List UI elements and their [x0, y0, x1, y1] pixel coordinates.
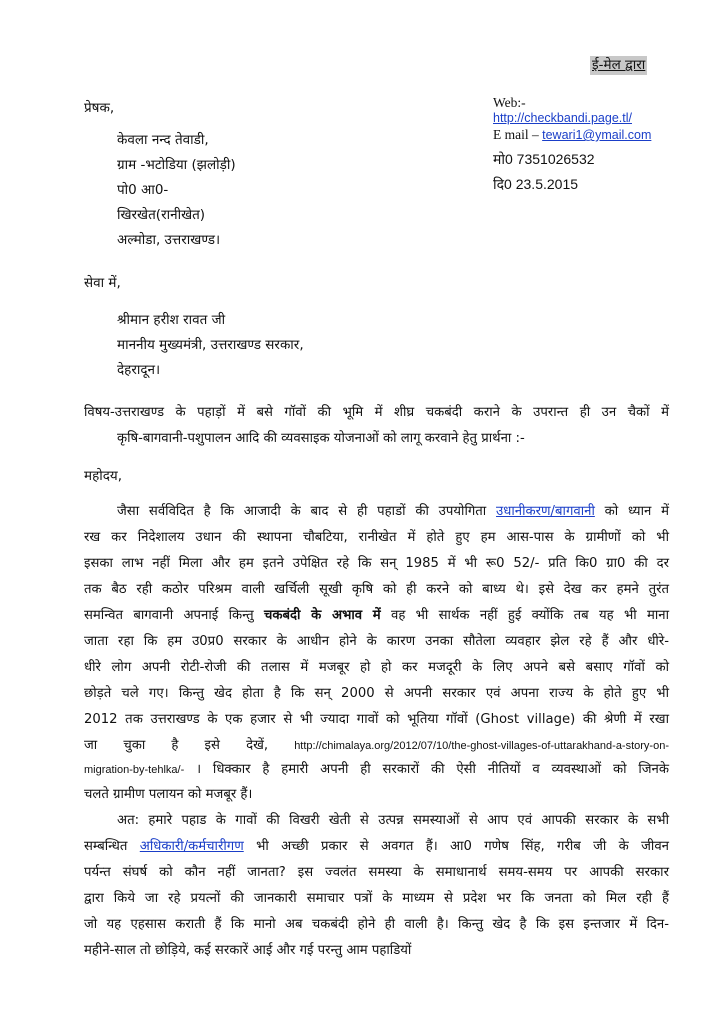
sender-label: प्रेषक,: [84, 100, 115, 116]
para2-line-1: अत: हमारे पहाड के गावों की विखरी खेती से उत्पन्न समस्याओं से आप एवं आपकी सरकार के सभी: [117, 813, 669, 828]
via-email-label: ई-मेल द्वारा: [592, 57, 646, 73]
para1-line-9: 2012 तक उत्तराखण्ड के एक हजार से भी ज्यादा गावों को भूतिया गॉवों (Ghost village) की श्रेणी में रखा: [84, 712, 669, 727]
subject-line-2: कृषि-बागवानी-पशुपालन आदि की व्यवसाइक योजनाओं को लागू करवाने हेतु प्रार्थना :-: [117, 431, 525, 446]
subject-line-1: विषय-उत्तराखण्ड के पहाड़ों में बसे गॉवों की भूमि में शीघ्र चकबंदी कराने के उपरान्त ही उन चैकों में: [84, 405, 669, 420]
para1-line-5: [84, 605, 669, 623]
sender-town: खिरखेत(रानीखेत): [117, 207, 206, 223]
recipient-name: श्रीमान हरीश रावत जी: [117, 312, 226, 328]
para2-line-2-tail: भी अच्छी प्रकार से अवगत हैं। आ0 गणेष सिंह, गरीब जी के जीवन: [243, 839, 669, 854]
salutation: महोदय,: [84, 468, 123, 484]
para1-line-3: इसका लाभ नहीं मिला और हम इतने उपेक्षित रहे कि सन् 1985 में भी रू0 52/- प्रति कि0 ग्रा0 की दर: [84, 556, 669, 571]
para1-line-7: धीरे लोग अपनी रोटी-रोजी की तलास में मजबूर हो हो कर मजदूरी के लिए अपने बसे बसाए गॉवों को: [84, 660, 669, 675]
email-link[interactable]: tewari1@ymail.com: [542, 128, 652, 142]
para1-line-1-text: जैसा सर्वविदित है कि आजादी के बाद से ही पहाडों की उपयोगिता: [117, 504, 497, 519]
sender-district: अल्मोडा, उत्तराखण्ड।: [117, 232, 221, 248]
sender-village: ग्राम -भटोडिया (झलोड़ी): [117, 157, 236, 173]
para1-line-1: [117, 501, 669, 519]
email-label: E mail –: [493, 127, 543, 142]
para1-line-4: तक बैठ रही कठोर परिश्रम वाली खर्चिली सूखी कृषि को ही करने को बाध्य थे। इसे देख कर हमने तुरंत: [84, 582, 669, 597]
horticulture-link[interactable]: उधानीकरण/बागवानी: [496, 504, 595, 519]
para1-line-6: जाता रहा कि हम उ0प्र0 सरकार के आधीन होने के कारण उनका सौतेला व्यवहार झेल रहे हैं और धीरे-: [84, 634, 669, 649]
para1-line-11: [84, 759, 669, 777]
para2-line-2-text: सम्बन्धित: [84, 839, 140, 854]
letter-date: दि0 23.5.2015: [493, 176, 579, 192]
para1-line-10: [84, 735, 669, 753]
recipient-label: सेवा में,: [84, 275, 121, 291]
ghost-villages-url-cont: migration-by-tehlka/-: [84, 764, 185, 776]
web-label: Web:-: [493, 95, 526, 110]
para2-line-4: द्वारा किये जा रहे प्रयत्नों की जानकारी समाचार पत्रों के माध्यम से प्रदेश भर कि जनता को मिल रही हैं: [84, 891, 669, 906]
para1-line-5-tail: वह भी सार्थक नहीं हुई क्योंकि तब यह भी माना: [380, 608, 669, 623]
web-url-line: [493, 111, 632, 125]
officials-link[interactable]: अधिकारी/कर्मचारीगण: [139, 839, 244, 854]
para2-line-2: [84, 836, 669, 854]
para1-line-10-text: जा चुका है इसे देखें,: [84, 738, 295, 753]
para1-line-1-tail: को ध्यान में: [594, 504, 669, 519]
para1-line-11-text: । धिक्कार है हमारी अपनी ही सरकारों की ऐसी नीतियों व व्यवस्थाओं को जिनके: [184, 762, 669, 777]
recipient-title: माननीय मुख्यमंत्री, उत्तराखण्ड सरकार,: [117, 337, 304, 353]
mobile-number: मो0 7351026532: [493, 151, 595, 167]
sender-post-office: पो0 आ0-: [117, 182, 169, 198]
para1-line-12: चलते ग्रामीण पलायन को मजबूर हैं।: [84, 787, 253, 802]
para2-line-3: पर्यन्त संघर्ष को कौन नहीं जानता? इस ज्वलंत समस्या के समाधानार्थ समय-समय पर आपकी सरकार: [84, 865, 669, 880]
web-url-link[interactable]: http://checkbandi.page.tl/: [493, 111, 632, 125]
para1-line-8: छोड़ते चले गए। किन्तु खेद होता है कि सन् 2000 से अपनी सरकार एवं अपना राज्य के होते हुए भी: [84, 686, 669, 701]
recipient-city: देहरादून।: [117, 362, 161, 378]
para2-line-5: जो यह एहसास कराती हैं कि मानो अब चकबंदी होने ही वाली है। किन्तु खेद है कि इस इन्तजार में दिन-: [84, 917, 669, 932]
para1-line-5-text: समन्वित बागवानी अपनाई किन्तु: [84, 608, 264, 623]
sender-name: केवला नन्द तेवाडी,: [117, 132, 209, 148]
ghost-villages-url: http://chimalaya.org/2012/07/10/the-ghost-villages-of-uttarakhand-a-story-on-: [294, 740, 669, 752]
para1-line-2: रख कर निदेशालय उधान की स्थापना चौबटिया, रानीखेत में होते हुए हम आस-पास के ग्रामीणों को भी: [84, 530, 669, 545]
consolidation-emphasis: चकबंदी के अभाव में: [264, 608, 381, 623]
para2-line-6: महीने-साल तो छोड़िये, कई सरकारें आई और गई परन्तु आम पहाडियों: [84, 943, 412, 958]
email-line: [493, 127, 651, 143]
